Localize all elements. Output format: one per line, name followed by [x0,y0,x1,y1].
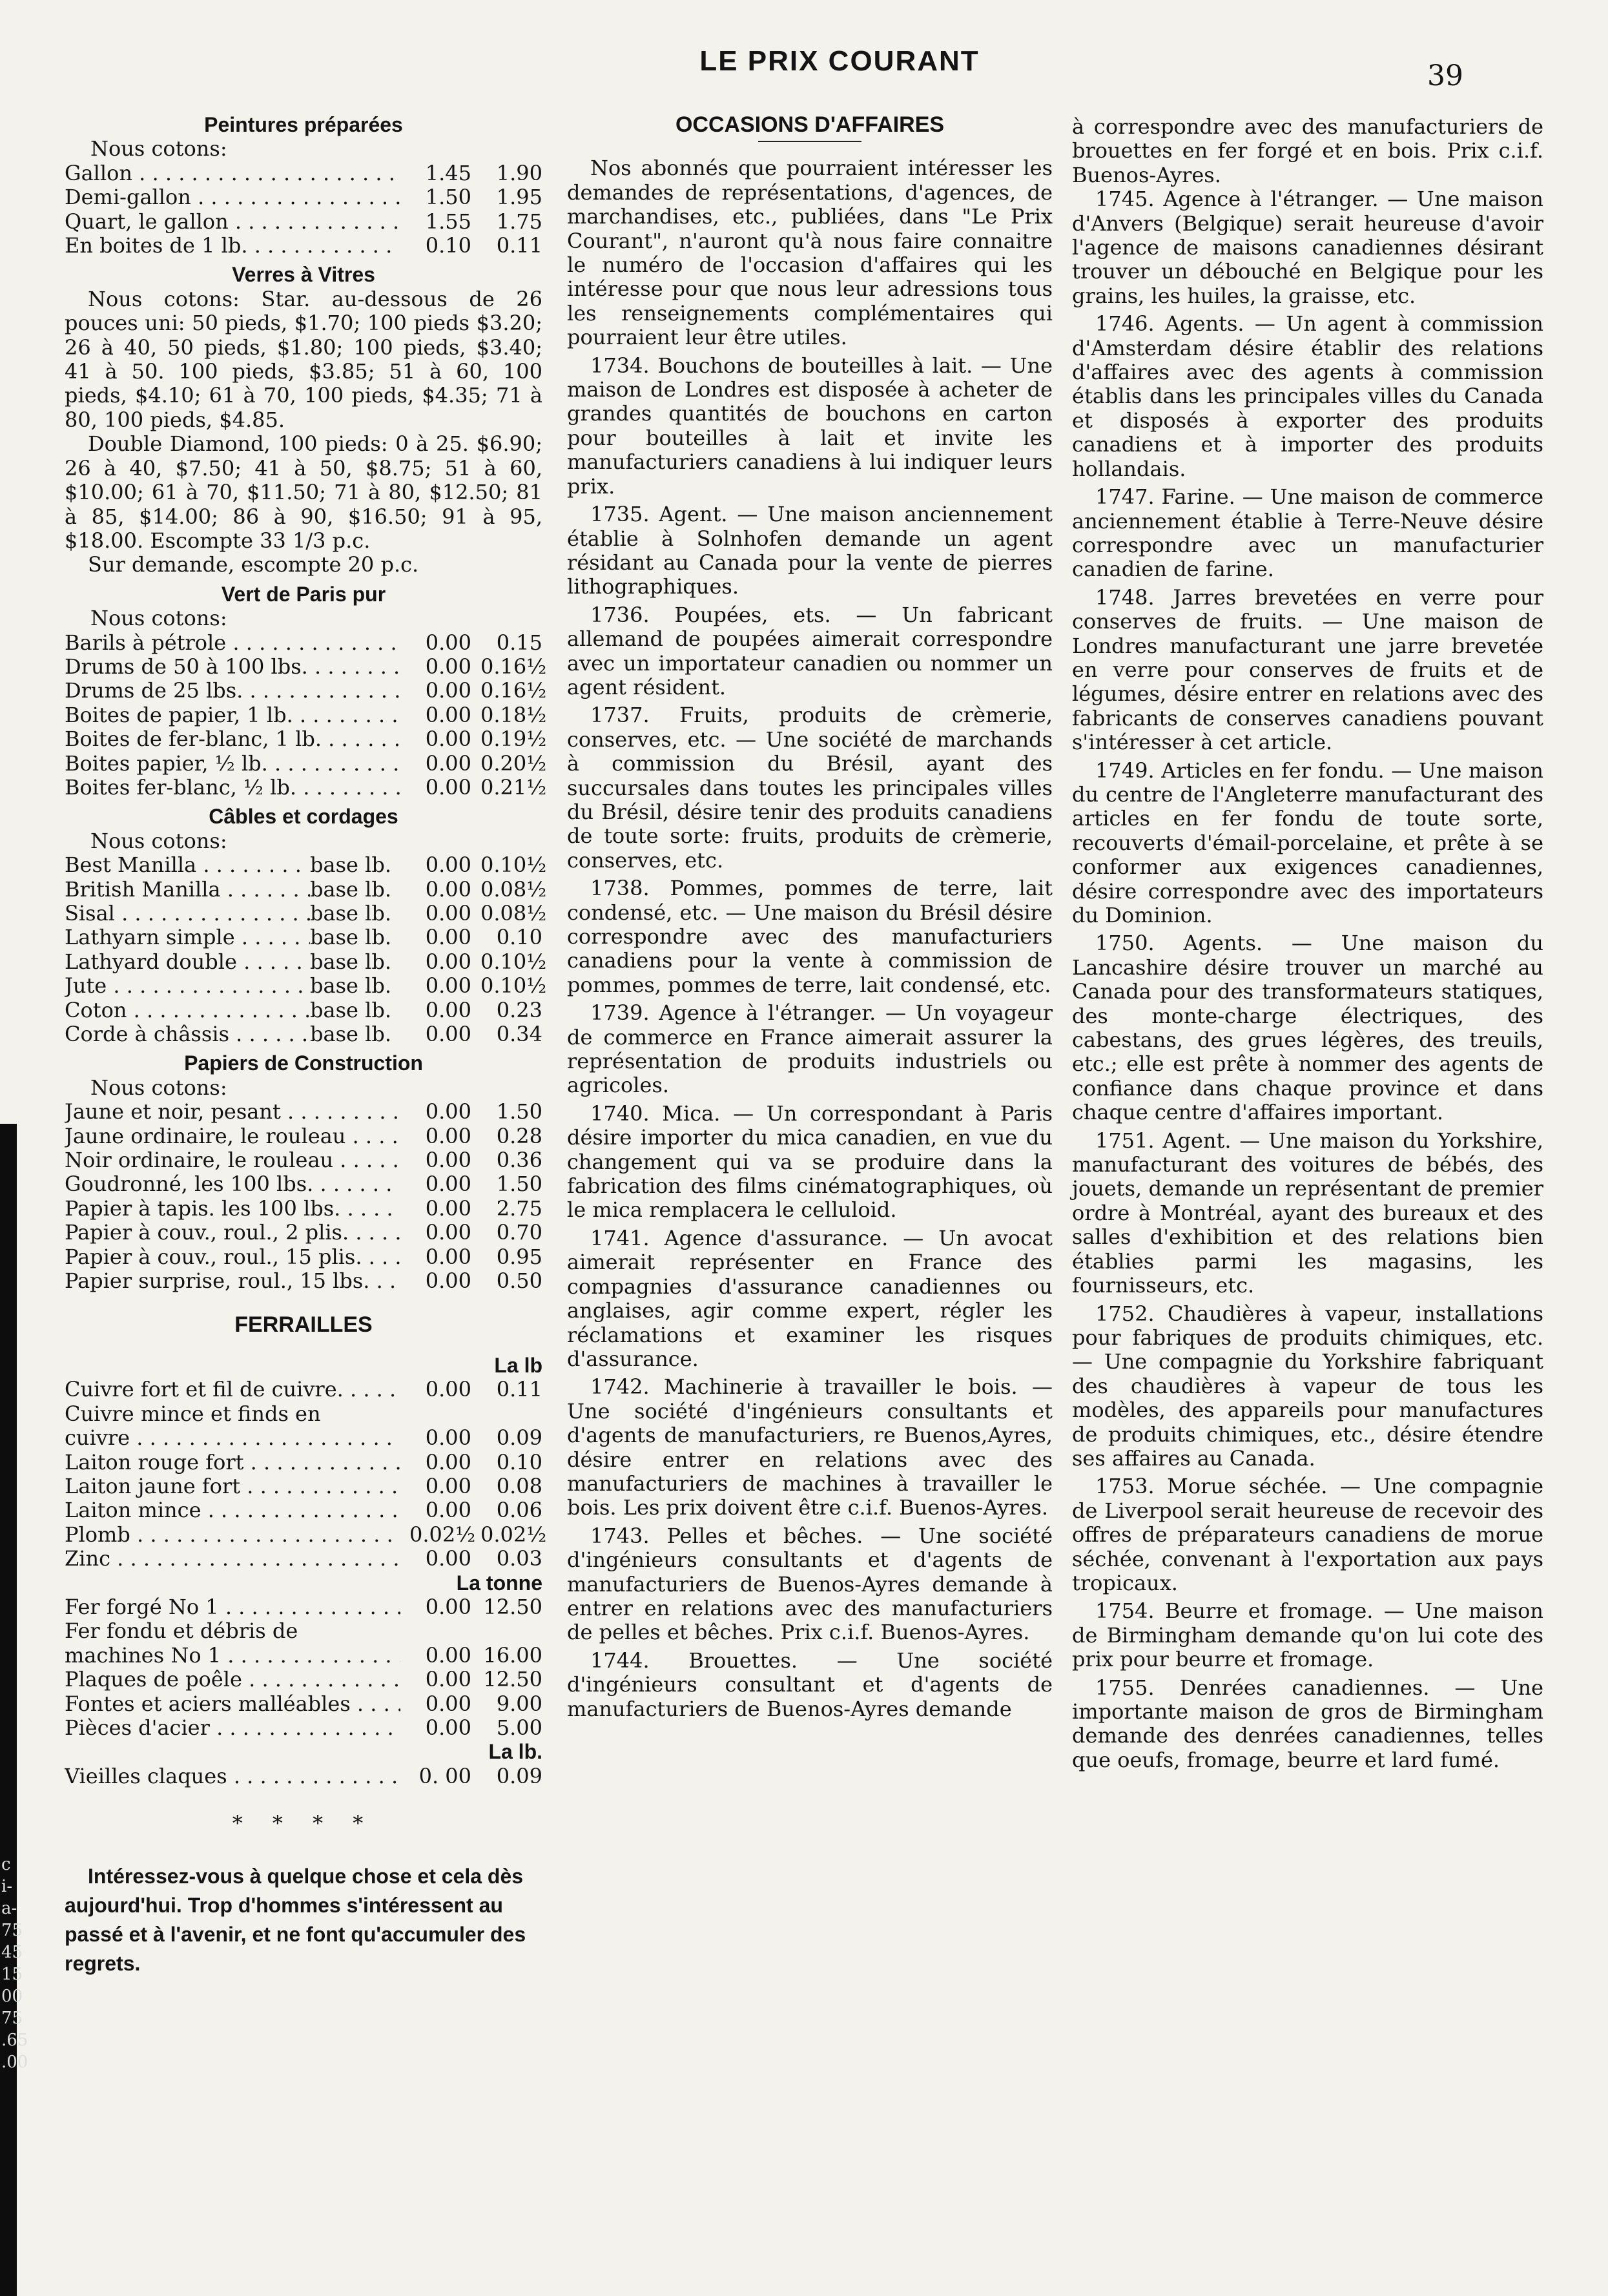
separator-stars: * * * * [232,1811,375,1836]
price-max: 0.09 [496,1763,542,1788]
price-sections [65,113,547,1294]
section-paragraph: Sur demande, escompte 20 p.c. [88,552,419,577]
price-row [65,678,547,703]
price-max: 0.21½ [480,774,547,800]
edge-fragment: 15 [1,1965,23,1984]
occasion-paragraph: Nos abonnés que pourraient intéresser les demandes de représentations, d'agences, de marchandises, etc., publiées, dans "Le Prix Courant", n'auront qu'à nous faire connaitre le numéro de l'occasion d'affaires qui les intéresse pour que nous leur adressions tous les renseignements complémentaires qui pourraient leur être utiles. [567,156,1053,350]
occasion-paragraph: 1743. Pelles et bêches. — Une société d'ingénieurs consultants et d'agents de manufacturiers de Buenos-Ayres demande à entrer en relations avec des manufacturiers de pelles et bêches. Prix c.i.f. Buenos-Ayres. [567,1523,1053,1645]
price-min: 0.00 [425,1546,471,1571]
price-min: 0.00 [425,1244,471,1269]
section-subheading: Nous cotons: [90,606,227,631]
section-heading: Peintures préparées [204,113,403,136]
occasion-paragraph: 1755. Denrées canadiennes. — Une importante maison de gros de Birmingham demande des denrées canadiennes, telles que oeufs, fromage, beurre et lard fumé. [1072,1675,1543,1772]
price-label: Papier surprise, roul., 15 lbs. . . . [65,1269,400,1293]
price-row [65,901,547,926]
price-row [65,1269,542,1293]
occasions-column-2 [1072,115,1543,1776]
price-max: 0.03 [496,1546,542,1571]
price-label: Demi-gallon . . . [65,185,400,209]
price-label: Noir ordinaire, le rouleau . . . [65,1148,400,1172]
price-min: 0.00 [425,678,471,703]
price-label: Lathyard double . . . [65,950,310,974]
price-label: Coton . . . [65,998,310,1022]
price-label: Drums de 25 lbs. . . . [65,679,400,703]
price-max: 0.20½ [480,750,547,776]
price-min: 0.00 [425,1425,471,1451]
price-min [400,1402,471,1426]
price-label: Drums de 50 à 100 lbs. . . . [65,655,400,679]
price-row [65,973,547,998]
price-min: 0.00 [425,1022,471,1047]
price-max: 0.08 [496,1473,542,1498]
price-min: 0. 00 [418,1763,471,1788]
price-rows [65,161,542,258]
edge-fragment: i- [1,1877,13,1896]
price-row [65,1451,542,1474]
price-row [65,1221,542,1245]
price-min: 0.00 [425,876,471,902]
price-max: 2.75 [496,1195,542,1221]
price-min: 0.00 [425,997,471,1022]
price-row [65,926,542,949]
occasion-paragraph: 1739. Agence à l'étranger. — Un voyageur de commerce en France aimerait assurer la représentation de produits industriels ou agricoles. [567,1000,1053,1098]
price-row [65,1644,542,1668]
occasion-paragraph: 1749. Articles en fer fondu. — Une maison du centre de l'Angleterre manufacturant des articles en fer fondu de toute sorte, recouverts d'émail-porcelaine, et prête à se conformer aux exigences canadiennes, désire correspondre avec des importateurs du Dominion. [1072,758,1543,927]
occasion-paragraph: 1752. Chaudières à vapeur, installations pour fabriques de produits chimiques, etc. — Une compagnie du Yorkshire fabriquant des chaudières à vapeur de tous les modèles, des appareils pour manufactures de produits chimiques, etc., désire étendre ses affaires au Canada. [1072,1301,1543,1471]
occasion-paragraph: 1741. Agence d'assurance. — Un avocat aimerait représenter en France des compagnies d'assurance canadiennes ou anglaises, agir comme expert, régler les réclamations et examiner les risques d'assurance. [567,1225,1053,1371]
price-unit: base lb. [310,925,391,950]
price-min: 0.10 [425,233,471,258]
ferrailles-rows-tonne [65,1595,542,1740]
price-min: 0.02½ [409,1522,476,1547]
price-min: 0.00 [425,1377,471,1402]
price-label: Goudronné, les 100 lbs. . . . [65,1172,400,1196]
binding-edge-shadow [0,1124,17,2296]
price-label: Boites papier, ½ lb. . . . [65,752,400,776]
occasion-paragraph: 1740. Mica. — Un correspondant à Paris désire importer du mica canadien, en vue du changement qui va se produire dans la fabrication des films cinématographiques, où le mica remplacera le celluloid. [567,1101,1053,1223]
price-row [65,853,547,878]
section-subheading: Nous cotons: [90,136,227,161]
price-label: Gallon . . . [65,161,400,185]
occasion-paragraph: 1750. Agents. — Une maison du Lancashire désire trouver un marché au Canada pour des transformateurs statiques, des monte-charge électriques, des cabestans, des grues légères, des treuils, etc.; elle est prête à nommer des agents de confiance dans chaque province et dans chaque centre d'affaires important. [1072,931,1543,1125]
price-row [65,1100,542,1124]
price-max: 1.50 [496,1172,542,1197]
price-row [65,1619,542,1643]
price-row [65,1426,542,1450]
price-max: 0.36 [496,1148,542,1173]
price-unit: base lb. [310,853,391,878]
occasion-paragraph: 1746. Agents. — Un agent à commission d'Amsterdam désire établir des relations d'affaires avec des agents à commission établis dans les principales villes du Canada et disposés à exporter des produits canadiens et à importer des produits hollandais. [1072,311,1543,481]
edge-fragment: a- [1,1899,17,1918]
price-row [65,750,547,776]
ferrailles-heading: FERRAILLES [234,1312,373,1337]
price-label: cuivre . . . [65,1426,400,1450]
price-label: British Manilla . . . [65,878,310,902]
price-min: 0.00 [425,630,471,655]
price-min: 0.00 [425,1123,471,1148]
unit-header-la-lb-2: La lb. [488,1740,542,1764]
price-label: Papier à couv., roul., 15 plis. . . . [65,1245,400,1269]
price-max: 0.10½ [480,949,547,974]
price-unit: base lb. [310,1022,391,1047]
price-max: 0.34 [496,1022,542,1047]
occasion-paragraph: 1737. Fruits, produits de crèmerie, conserves, etc. — Une société de marchands à commission du Brésil, ayant des succursales dans toutes les principales villes du Brésil, désire tenir des produits canadiens de toute sorte: fruits, produits de crèmerie, conserves, etc. [567,703,1053,873]
price-label: machines No 1 . . . [65,1644,400,1668]
price-label: Fer fondu et débris de [65,1619,298,1644]
price-label: Cuivre fort et fil de cuivre. . . . [65,1378,400,1401]
price-row [65,1764,542,1788]
edge-fragment: 75 [1,2009,23,2028]
price-min: 0.00 [425,727,471,752]
price-row [65,1668,542,1691]
page-number: 39 [1427,59,1463,92]
price-min: 0.00 [425,774,471,800]
price-row [65,1378,542,1401]
edge-fragment: 45 [1,1943,23,1962]
occasions-heading: OCCASIONS D'AFFAIRES [675,112,945,137]
occasion-paragraph: 1734. Bouchons de bouteilles à lait. — Une maison de Londres est disposée à acheter de grandes quantités de bouchons en carton pour bouteilles à lait et invite les manufacturiers canadiens à lui indiquer leurs prix. [567,353,1053,499]
price-label: Corde à châssis . . . [65,1022,310,1046]
price-max: 0.11 [496,233,542,258]
price-row [65,702,547,727]
price-min: 0.00 [425,702,471,727]
section-heading: Câbles et cordages [209,805,398,829]
price-min: 0.00 [425,654,471,679]
price-label: Laiton jaune fort . . . [65,1474,400,1498]
price-label: Quart, le gallon . . . [65,210,400,234]
price-min: 0.00 [425,1268,471,1294]
price-row [65,1402,542,1426]
section-heading: Papiers de Construction [184,1051,423,1075]
price-min [400,1619,471,1643]
price-row [65,727,547,752]
price-max: 1.75 [496,209,542,234]
price-row [65,631,542,655]
price-unit: base lb. [310,997,391,1022]
price-row [65,234,542,258]
price-label: Plomb . . . [65,1523,400,1547]
price-min: 1.45 [425,160,471,185]
price-max: 0.18½ [480,702,547,727]
occasion-paragraph: 1738. Pommes, pommes de terre, lait condensé, etc. — Une maison du Brésil désire correspondre avec des manufacturiers canadiens pour la vente à commission de pommes, pommes de terre, lait condensé, etc. [567,876,1053,997]
section-paragraph: Double Diamond, 100 pieds: 0 à 25. $6.90; 26 à 40, $7.50; 41 à 50, $8.75; 51 à 60, $10.00; 61 à 70, $11.50; 71 à 80, $12.50; 81 à 85, $14.00; 86 à 90, $16.50; 91 à 95, $18.00. Escompte 33 1/3 p.c. [65,431,542,553]
price-min: 0.00 [425,1715,471,1740]
occasion-paragraph: 1751. Agent. — Une maison du Yorkshire, manufacturant des voitures de bébés, des jouets, demande un représentant de premier ordre à Montréal, ayant des bureaux et des salles d'exhibition et des relations bien établies parmi les magasins, les fournisseurs, etc. [1072,1128,1543,1298]
price-row [65,998,542,1022]
price-row [65,1245,542,1269]
price-label: Fontes et aciers malléables . . . [65,1692,400,1716]
price-row [65,1595,542,1619]
occasions-column-1 [567,113,1053,1725]
price-max: 16.00 [483,1642,542,1668]
edge-fragment: 00 [1,1987,23,2006]
price-min: 0.00 [425,1498,471,1523]
price-min: 0.00 [425,1642,471,1668]
price-max: 0.70 [496,1220,542,1245]
section-heading: Verres à Vitres [232,263,375,287]
price-max: 12.50 [483,1667,542,1692]
price-section [65,582,547,800]
section-paragraph: Nous cotons: Star. au-dessous de 26 pouces uni: 50 pieds, $1.70; 100 pieds $3.20; 26 à 40, 50 pieds, $1.80; 100 pieds, $3.40; 41 à 50. 100 pieds, $3.85; 51 à 60, 100 pieds, $4.10; 61 à 70, 100 pieds, $4.35; 71 à 80, 100 pieds, $4.85. [65,286,542,432]
occasion-paragraph: 1754. Beurre et fromage. — Une maison de Birmingham demande qu'on lui cote des prix pour beurre et fromage. [1072,1598,1543,1672]
price-max: 0.11 [496,1377,542,1402]
promo-text: Intéressez-vous à quelque chose et cela dès aujourd'hui. Trop d'hommes s'intéressent au passé et à l'avenir, et ne font qu'accumuler des regrets. [65,1864,526,1975]
edge-fragment: .00 [1,2053,28,2072]
price-unit: base lb. [310,876,391,902]
price-list-column [65,113,547,1978]
unit-header-la-lb: La lb [494,1353,542,1377]
price-max: 0.10 [496,925,542,950]
price-unit: base lb. [310,901,391,926]
price-label: Boites fer-blanc, ½ lb. . . . [65,776,400,800]
price-max: 0.08½ [480,876,547,902]
price-min: 0.00 [425,750,471,776]
price-max: 0.10½ [480,973,547,998]
price-label: Boites de papier, 1 lb. . . . [65,703,400,727]
edge-fragment: 75 [1,1921,23,1940]
price-min: 0.00 [425,853,471,878]
price-min: 0.00 [425,925,471,950]
section-subheading: Nous cotons: [90,1075,227,1100]
price-max: 0.50 [496,1268,542,1294]
price-row [65,876,547,902]
price-label: Barils à pétrole . . . [65,631,400,655]
price-label: Lathyarn simple . . . [65,926,310,949]
continuation-text: à correspondre avec des manufacturiers de brouettes en fer forgé et en bois. Prix c.i.f. Buenos-Ayres. [1072,114,1543,187]
price-max [471,1619,542,1643]
price-max: 12.50 [483,1594,542,1619]
unit-header-la-tonne: La tonne [456,1571,542,1595]
price-min: 0.00 [425,949,471,974]
price-label: Papier à couv., roul., 2 plis. . . . [65,1221,400,1245]
price-rows [65,853,547,1047]
price-label: Vieilles claques . . . [65,1764,400,1788]
price-row [65,1197,542,1221]
price-min: 0.00 [425,901,471,926]
price-max: 0.16½ [480,678,547,703]
price-min: 0.00 [425,1195,471,1221]
price-min: 0.00 [425,1449,471,1474]
price-max: 9.00 [496,1691,542,1716]
price-row [65,1148,542,1172]
price-min: 0.00 [425,1220,471,1245]
price-min: 0.00 [425,1594,471,1619]
occasions-list-2 [1072,187,1543,1772]
price-min: 0.00 [425,1667,471,1692]
price-min: 0.00 [425,973,471,998]
price-row [65,1172,542,1196]
price-min: 0.00 [425,1148,471,1173]
price-section [65,263,542,577]
price-max: 0.19½ [480,727,547,752]
price-max: 1.90 [496,160,542,185]
price-max: 0.23 [496,997,542,1022]
price-label: Plaques de poêle . . . [65,1668,400,1691]
price-row [65,1474,542,1498]
price-min: 0.00 [425,1691,471,1716]
price-max: 0.10 [496,1449,542,1474]
price-row [65,210,542,234]
price-min: 1.55 [425,209,471,234]
occasion-paragraph: 1753. Morue séchée. — Une compagnie de Liverpool serait heureuse de recevoir des offres de préparateurs canadiens de morue séchée, convenant à l'exportation aux pays tropicaux. [1072,1474,1543,1595]
price-label: Zinc . . . [65,1547,400,1571]
price-rows [65,1100,542,1293]
price-row [65,1124,542,1148]
price-rows [65,630,547,800]
price-max: 0.06 [496,1498,542,1523]
running-title: LE PRIX COURANT [699,45,980,77]
price-row [65,1716,542,1740]
occasion-paragraph: 1747. Farine. — Une maison de commerce anciennement établie à Terre-Neuve désire correspondre avec un manufacturier canadien de farine. [1072,484,1543,582]
section-heading: Vert de Paris pur [221,582,386,606]
price-row [65,654,547,679]
price-row [65,1547,542,1571]
price-max: 0.10½ [480,853,547,878]
heading-rule [758,141,861,142]
price-row [65,1522,547,1547]
price-label: En boites de 1 lb. . . . [65,234,400,258]
price-row [65,949,547,974]
price-row [65,185,542,209]
price-label: Cuivre mince et finds en [65,1401,321,1426]
price-section [65,805,547,1047]
price-max: 1.50 [496,1099,542,1124]
price-label: Papier à tapis. les 100 lbs. . . . [65,1197,400,1221]
price-row [65,161,542,185]
price-label: Fer forgé No 1 . . . [65,1595,400,1619]
price-min: 1.50 [425,185,471,210]
price-max: 0.08½ [480,901,547,926]
ferrailles-section [65,1312,547,1789]
price-section [65,1051,542,1293]
ferrailles-rows-lb-2 [65,1764,542,1788]
edge-fragments [1,1854,28,2073]
occasion-paragraph: 1736. Poupées, ets. — Un fabricant allemand de poupées aimerait correspondre avec un importateur canadien ou nommer un agent résident. [567,602,1053,699]
price-max: 0.09 [496,1425,542,1451]
price-min: 0.00 [425,1099,471,1124]
occasion-paragraph: 1745. Agence à l'étranger. — Une maison d'Anvers (Belgique) serait heureuse d'avoir l'agence de maisons canadiennes désirant trouver un débouché en Belgique pour les grains, les huiles, la graisse, etc. [1072,187,1543,308]
price-unit: base lb. [310,949,391,974]
price-label: Pièces d'acier . . . [65,1716,400,1740]
price-label: Laiton rouge fort . . . [65,1451,400,1474]
price-row [65,1022,542,1046]
ferrailles-rows-lb [65,1377,547,1571]
price-label: Sisal . . . [65,902,310,926]
price-section [65,113,542,258]
occasion-paragraph: 1748. Jarres brevetées en verre pour conserves de fruits. — Une maison de Londres manufacturant une jarre brevetée en verre pour conserves de fruits et de légumes, désire entrer en relations avec des fabricants de conserves canadiens pouvant s'intéresser à cet article. [1072,584,1543,755]
price-min: 0.00 [425,1172,471,1197]
edge-fragment: .65 [1,2031,28,2050]
section-subheading: Nous cotons: [90,828,227,853]
price-label: Jute . . . [65,974,310,998]
occasion-paragraph: 1744. Brouettes. — Une société d'ingénieurs consultant et d'agents de manufacturiers de Buenos-Ayres demande [567,1648,1053,1721]
occasions-list-1 [567,156,1053,1721]
price-label: Boites de fer-blanc, 1 lb. . . . [65,727,400,751]
price-row [65,1692,542,1716]
price-label: Laiton mince . . . [65,1498,400,1522]
price-label: Jaune et noir, pesant . . . [65,1100,400,1124]
occasion-paragraph: 1742. Machinerie à travailler le bois. — Une société d'ingénieurs consultants et d'agents de manufacturiers, re Buenos,Ayres, désire entrer en relations avec des manufacturiers de machines à travailler le bois. Les prix doivent être c.i.f. Buenos-Ayres. [567,1374,1053,1520]
price-label: Best Manilla . . . [65,853,310,877]
price-max: 0.16½ [480,654,547,679]
occasion-paragraph: 1735. Agent. — Une maison anciennement établie à Solnhofen demande un agent résidant au Canada pour la vente de pierres lithographiques. [567,502,1053,599]
edge-fragment: c [1,1855,11,1874]
price-label: Jaune ordinaire, le rouleau . . . [65,1124,400,1148]
price-max: 0.28 [496,1123,542,1148]
price-max: 5.00 [496,1715,542,1740]
price-max: 0.95 [496,1244,542,1269]
price-row [65,1498,542,1522]
price-unit: base lb. [310,973,391,998]
price-max [471,1402,542,1426]
price-row [65,774,547,800]
price-max: 1.95 [496,185,542,210]
price-min: 0.00 [425,1473,471,1498]
price-max: 0.02½ [480,1522,547,1547]
price-max: 0.15 [496,630,542,655]
